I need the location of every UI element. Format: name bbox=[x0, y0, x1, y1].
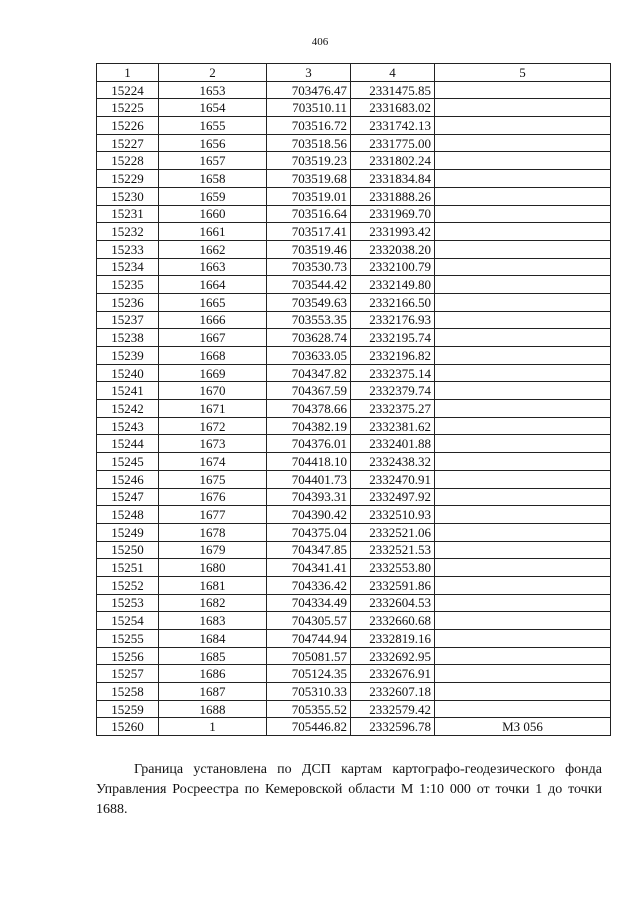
note-cell bbox=[435, 647, 611, 665]
note-cell bbox=[435, 700, 611, 718]
note-cell bbox=[435, 630, 611, 648]
sequence-cell: 1674 bbox=[159, 453, 267, 471]
x-coordinate-cell: 704305.57 bbox=[267, 612, 351, 630]
point-number-cell: 15230 bbox=[97, 187, 159, 205]
point-number-cell: 15234 bbox=[97, 258, 159, 276]
header-row bbox=[97, 64, 611, 82]
x-coordinate-cell: 703516.72 bbox=[267, 117, 351, 135]
table-row bbox=[97, 134, 611, 152]
table-row bbox=[97, 152, 611, 170]
y-coordinate-cell: 2331888.26 bbox=[351, 187, 435, 205]
note-cell bbox=[435, 258, 611, 276]
y-coordinate-cell: 2332497.92 bbox=[351, 488, 435, 506]
header-cell-5: 5 bbox=[435, 64, 611, 82]
table-row bbox=[97, 187, 611, 205]
point-number-cell: 15237 bbox=[97, 311, 159, 329]
point-number-cell: 15231 bbox=[97, 205, 159, 223]
point-number-cell: 15224 bbox=[97, 81, 159, 99]
sequence-cell: 1654 bbox=[159, 99, 267, 117]
table-row bbox=[97, 99, 611, 117]
sequence-cell: 1659 bbox=[159, 187, 267, 205]
table-row bbox=[97, 205, 611, 223]
sequence-cell: 1668 bbox=[159, 347, 267, 365]
table-row bbox=[97, 364, 611, 382]
table-row bbox=[97, 170, 611, 188]
y-coordinate-cell: 2331993.42 bbox=[351, 223, 435, 241]
sequence-cell: 1677 bbox=[159, 506, 267, 524]
table-body bbox=[97, 81, 611, 735]
sequence-cell: 1687 bbox=[159, 683, 267, 701]
y-coordinate-cell: 2332591.86 bbox=[351, 576, 435, 594]
y-coordinate-cell: 2332510.93 bbox=[351, 506, 435, 524]
table-row bbox=[97, 665, 611, 683]
x-coordinate-cell: 705355.52 bbox=[267, 700, 351, 718]
boundary-note: Граница установлена по ДСП картам картографо-геодезического фонда Управления Росреестра по Кемеровской области М 1:10 000 от точки 1 до точки 1688. bbox=[96, 762, 602, 817]
note-cell bbox=[435, 293, 611, 311]
x-coordinate-cell: 704334.49 bbox=[267, 594, 351, 612]
note-cell bbox=[435, 170, 611, 188]
y-coordinate-cell: 2332100.79 bbox=[351, 258, 435, 276]
sequence-cell: 1671 bbox=[159, 400, 267, 418]
sequence-cell: 1684 bbox=[159, 630, 267, 648]
x-coordinate-cell: 705310.33 bbox=[267, 683, 351, 701]
note-cell bbox=[435, 683, 611, 701]
x-coordinate-cell: 704382.19 bbox=[267, 417, 351, 435]
note-cell bbox=[435, 81, 611, 99]
table-row bbox=[97, 347, 611, 365]
sequence-cell: 1673 bbox=[159, 435, 267, 453]
table-row bbox=[97, 488, 611, 506]
table-row bbox=[97, 523, 611, 541]
x-coordinate-cell: 703544.42 bbox=[267, 276, 351, 294]
table-row bbox=[97, 647, 611, 665]
point-number-cell: 15255 bbox=[97, 630, 159, 648]
note-cell bbox=[435, 152, 611, 170]
note-cell bbox=[435, 134, 611, 152]
x-coordinate-cell: 704393.31 bbox=[267, 488, 351, 506]
y-coordinate-cell: 2331834.84 bbox=[351, 170, 435, 188]
sequence-cell: 1681 bbox=[159, 576, 267, 594]
sequence-cell: 1686 bbox=[159, 665, 267, 683]
point-number-cell: 15254 bbox=[97, 612, 159, 630]
sequence-cell: 1682 bbox=[159, 594, 267, 612]
sequence-cell: 1675 bbox=[159, 470, 267, 488]
point-number-cell: 15252 bbox=[97, 576, 159, 594]
y-coordinate-cell: 2331802.24 bbox=[351, 152, 435, 170]
header-cell-2: 2 bbox=[159, 64, 267, 82]
point-number-cell: 15248 bbox=[97, 506, 159, 524]
point-number-cell: 15246 bbox=[97, 470, 159, 488]
x-coordinate-cell: 703628.74 bbox=[267, 329, 351, 347]
table-row bbox=[97, 506, 611, 524]
note-cell bbox=[435, 382, 611, 400]
y-coordinate-cell: 2332521.06 bbox=[351, 523, 435, 541]
x-coordinate-cell: 704418.10 bbox=[267, 453, 351, 471]
sequence-cell: 1672 bbox=[159, 417, 267, 435]
table-row bbox=[97, 576, 611, 594]
x-coordinate-cell: 705446.82 bbox=[267, 718, 351, 736]
y-coordinate-cell: 2332596.78 bbox=[351, 718, 435, 736]
y-coordinate-cell: 2332038.20 bbox=[351, 240, 435, 258]
sequence-cell: 1683 bbox=[159, 612, 267, 630]
y-coordinate-cell: 2332195.74 bbox=[351, 329, 435, 347]
x-coordinate-cell: 704401.73 bbox=[267, 470, 351, 488]
table-row bbox=[97, 223, 611, 241]
x-coordinate-cell: 703553.35 bbox=[267, 311, 351, 329]
note-cell bbox=[435, 223, 611, 241]
sequence-cell: 1667 bbox=[159, 329, 267, 347]
sequence-cell: 1670 bbox=[159, 382, 267, 400]
note-cell bbox=[435, 612, 611, 630]
sequence-cell: 1678 bbox=[159, 523, 267, 541]
y-coordinate-cell: 2332166.50 bbox=[351, 293, 435, 311]
page-number: 406 bbox=[311, 36, 329, 48]
point-number-cell: 15244 bbox=[97, 435, 159, 453]
sequence-cell: 1665 bbox=[159, 293, 267, 311]
point-number-cell: 15242 bbox=[97, 400, 159, 418]
note-cell: МЗ 056 bbox=[435, 718, 611, 736]
x-coordinate-cell: 703633.05 bbox=[267, 347, 351, 365]
y-coordinate-cell: 2332660.68 bbox=[351, 612, 435, 630]
point-number-cell: 15260 bbox=[97, 718, 159, 736]
y-coordinate-cell: 2332692.95 bbox=[351, 647, 435, 665]
y-coordinate-cell: 2332375.14 bbox=[351, 364, 435, 382]
sequence-cell: 1679 bbox=[159, 541, 267, 559]
y-coordinate-cell: 2332176.93 bbox=[351, 311, 435, 329]
sequence-cell: 1660 bbox=[159, 205, 267, 223]
sequence-cell: 1 bbox=[159, 718, 267, 736]
note-cell bbox=[435, 435, 611, 453]
y-coordinate-cell: 2332149.80 bbox=[351, 276, 435, 294]
note-cell bbox=[435, 417, 611, 435]
x-coordinate-cell: 704341.41 bbox=[267, 559, 351, 577]
point-number-cell: 15251 bbox=[97, 559, 159, 577]
sequence-cell: 1655 bbox=[159, 117, 267, 135]
table-row bbox=[97, 276, 611, 294]
point-number-cell: 15240 bbox=[97, 364, 159, 382]
point-number-cell: 15250 bbox=[97, 541, 159, 559]
y-coordinate-cell: 2332579.42 bbox=[351, 700, 435, 718]
x-coordinate-cell: 704375.04 bbox=[267, 523, 351, 541]
note-cell bbox=[435, 400, 611, 418]
table-row bbox=[97, 258, 611, 276]
y-coordinate-cell: 2332676.91 bbox=[351, 665, 435, 683]
point-number-cell: 15257 bbox=[97, 665, 159, 683]
sequence-cell: 1680 bbox=[159, 559, 267, 577]
sequence-cell: 1666 bbox=[159, 311, 267, 329]
table-row bbox=[97, 594, 611, 612]
table-row bbox=[97, 240, 611, 258]
point-number-cell: 15225 bbox=[97, 99, 159, 117]
note-cell bbox=[435, 311, 611, 329]
point-number-cell: 15245 bbox=[97, 453, 159, 471]
note-cell bbox=[435, 99, 611, 117]
y-coordinate-cell: 2332553.80 bbox=[351, 559, 435, 577]
table-row bbox=[97, 541, 611, 559]
x-coordinate-cell: 703476.47 bbox=[267, 81, 351, 99]
point-number-cell: 15258 bbox=[97, 683, 159, 701]
note-cell bbox=[435, 205, 611, 223]
y-coordinate-cell: 2332604.53 bbox=[351, 594, 435, 612]
point-number-cell: 15229 bbox=[97, 170, 159, 188]
y-coordinate-cell: 2331742.13 bbox=[351, 117, 435, 135]
y-coordinate-cell: 2332607.18 bbox=[351, 683, 435, 701]
x-coordinate-cell: 703519.68 bbox=[267, 170, 351, 188]
x-coordinate-cell: 703519.46 bbox=[267, 240, 351, 258]
table-row bbox=[97, 630, 611, 648]
table-row bbox=[97, 470, 611, 488]
y-coordinate-cell: 2332470.91 bbox=[351, 470, 435, 488]
x-coordinate-cell: 703519.23 bbox=[267, 152, 351, 170]
sequence-cell: 1676 bbox=[159, 488, 267, 506]
point-number-cell: 15239 bbox=[97, 347, 159, 365]
point-number-cell: 15241 bbox=[97, 382, 159, 400]
note-cell bbox=[435, 523, 611, 541]
point-number-cell: 15238 bbox=[97, 329, 159, 347]
y-coordinate-cell: 2332196.82 bbox=[351, 347, 435, 365]
note-cell bbox=[435, 187, 611, 205]
sequence-cell: 1688 bbox=[159, 700, 267, 718]
sequence-cell: 1685 bbox=[159, 647, 267, 665]
note-cell bbox=[435, 329, 611, 347]
table-row bbox=[97, 683, 611, 701]
x-coordinate-cell: 704336.42 bbox=[267, 576, 351, 594]
x-coordinate-cell: 703549.63 bbox=[267, 293, 351, 311]
y-coordinate-cell: 2332375.27 bbox=[351, 400, 435, 418]
note-cell bbox=[435, 117, 611, 135]
table-row bbox=[97, 293, 611, 311]
sequence-cell: 1664 bbox=[159, 276, 267, 294]
sequence-cell: 1658 bbox=[159, 170, 267, 188]
note-cell bbox=[435, 276, 611, 294]
y-coordinate-cell: 2332521.53 bbox=[351, 541, 435, 559]
note-cell bbox=[435, 559, 611, 577]
table-row bbox=[97, 559, 611, 577]
x-coordinate-cell: 704347.82 bbox=[267, 364, 351, 382]
point-number-cell: 15249 bbox=[97, 523, 159, 541]
table-row bbox=[97, 718, 611, 736]
note-cell bbox=[435, 240, 611, 258]
point-number-cell: 15226 bbox=[97, 117, 159, 135]
note-cell bbox=[435, 470, 611, 488]
note-cell bbox=[435, 453, 611, 471]
x-coordinate-cell: 705081.57 bbox=[267, 647, 351, 665]
y-coordinate-cell: 2331683.02 bbox=[351, 99, 435, 117]
x-coordinate-cell: 705124.35 bbox=[267, 665, 351, 683]
x-coordinate-cell: 703530.73 bbox=[267, 258, 351, 276]
table-header bbox=[97, 64, 611, 82]
coordinates-table bbox=[96, 63, 611, 736]
y-coordinate-cell: 2332438.32 bbox=[351, 453, 435, 471]
y-coordinate-cell: 2331475.85 bbox=[351, 81, 435, 99]
x-coordinate-cell: 704390.42 bbox=[267, 506, 351, 524]
note-cell bbox=[435, 488, 611, 506]
point-number-cell: 15253 bbox=[97, 594, 159, 612]
note-cell bbox=[435, 665, 611, 683]
point-number-cell: 15243 bbox=[97, 417, 159, 435]
table-row bbox=[97, 117, 611, 135]
x-coordinate-cell: 704347.85 bbox=[267, 541, 351, 559]
point-number-cell: 15228 bbox=[97, 152, 159, 170]
y-coordinate-cell: 2332819.16 bbox=[351, 630, 435, 648]
point-number-cell: 15247 bbox=[97, 488, 159, 506]
y-coordinate-cell: 2331775.00 bbox=[351, 134, 435, 152]
note-cell bbox=[435, 541, 611, 559]
point-number-cell: 15256 bbox=[97, 647, 159, 665]
note-cell bbox=[435, 506, 611, 524]
y-coordinate-cell: 2332379.74 bbox=[351, 382, 435, 400]
header-cell-1: 1 bbox=[97, 64, 159, 82]
sequence-cell: 1661 bbox=[159, 223, 267, 241]
table-row bbox=[97, 700, 611, 718]
table-row bbox=[97, 453, 611, 471]
header-cell-4: 4 bbox=[351, 64, 435, 82]
point-number-cell: 15233 bbox=[97, 240, 159, 258]
x-coordinate-cell: 703519.01 bbox=[267, 187, 351, 205]
y-coordinate-cell: 2331969.70 bbox=[351, 205, 435, 223]
x-coordinate-cell: 703517.41 bbox=[267, 223, 351, 241]
table-row bbox=[97, 382, 611, 400]
x-coordinate-cell: 703510.11 bbox=[267, 99, 351, 117]
note-cell bbox=[435, 347, 611, 365]
x-coordinate-cell: 704367.59 bbox=[267, 382, 351, 400]
y-coordinate-cell: 2332401.88 bbox=[351, 435, 435, 453]
point-number-cell: 15232 bbox=[97, 223, 159, 241]
sequence-cell: 1662 bbox=[159, 240, 267, 258]
sequence-cell: 1669 bbox=[159, 364, 267, 382]
sequence-cell: 1657 bbox=[159, 152, 267, 170]
sequence-cell: 1663 bbox=[159, 258, 267, 276]
table-row bbox=[97, 329, 611, 347]
point-number-cell: 15236 bbox=[97, 293, 159, 311]
note-cell bbox=[435, 576, 611, 594]
x-coordinate-cell: 703516.64 bbox=[267, 205, 351, 223]
header-cell-3: 3 bbox=[267, 64, 351, 82]
x-coordinate-cell: 704744.94 bbox=[267, 630, 351, 648]
table-row bbox=[97, 435, 611, 453]
table-row bbox=[97, 612, 611, 630]
note-cell bbox=[435, 594, 611, 612]
point-number-cell: 15227 bbox=[97, 134, 159, 152]
y-coordinate-cell: 2332381.62 bbox=[351, 417, 435, 435]
sequence-cell: 1656 bbox=[159, 134, 267, 152]
x-coordinate-cell: 704378.66 bbox=[267, 400, 351, 418]
x-coordinate-cell: 703518.56 bbox=[267, 134, 351, 152]
x-coordinate-cell: 704376.01 bbox=[267, 435, 351, 453]
note-cell bbox=[435, 364, 611, 382]
point-number-cell: 15235 bbox=[97, 276, 159, 294]
table-row bbox=[97, 417, 611, 435]
sequence-cell: 1653 bbox=[159, 81, 267, 99]
table-row bbox=[97, 81, 611, 99]
table-row bbox=[97, 400, 611, 418]
table-row bbox=[97, 311, 611, 329]
point-number-cell: 15259 bbox=[97, 700, 159, 718]
